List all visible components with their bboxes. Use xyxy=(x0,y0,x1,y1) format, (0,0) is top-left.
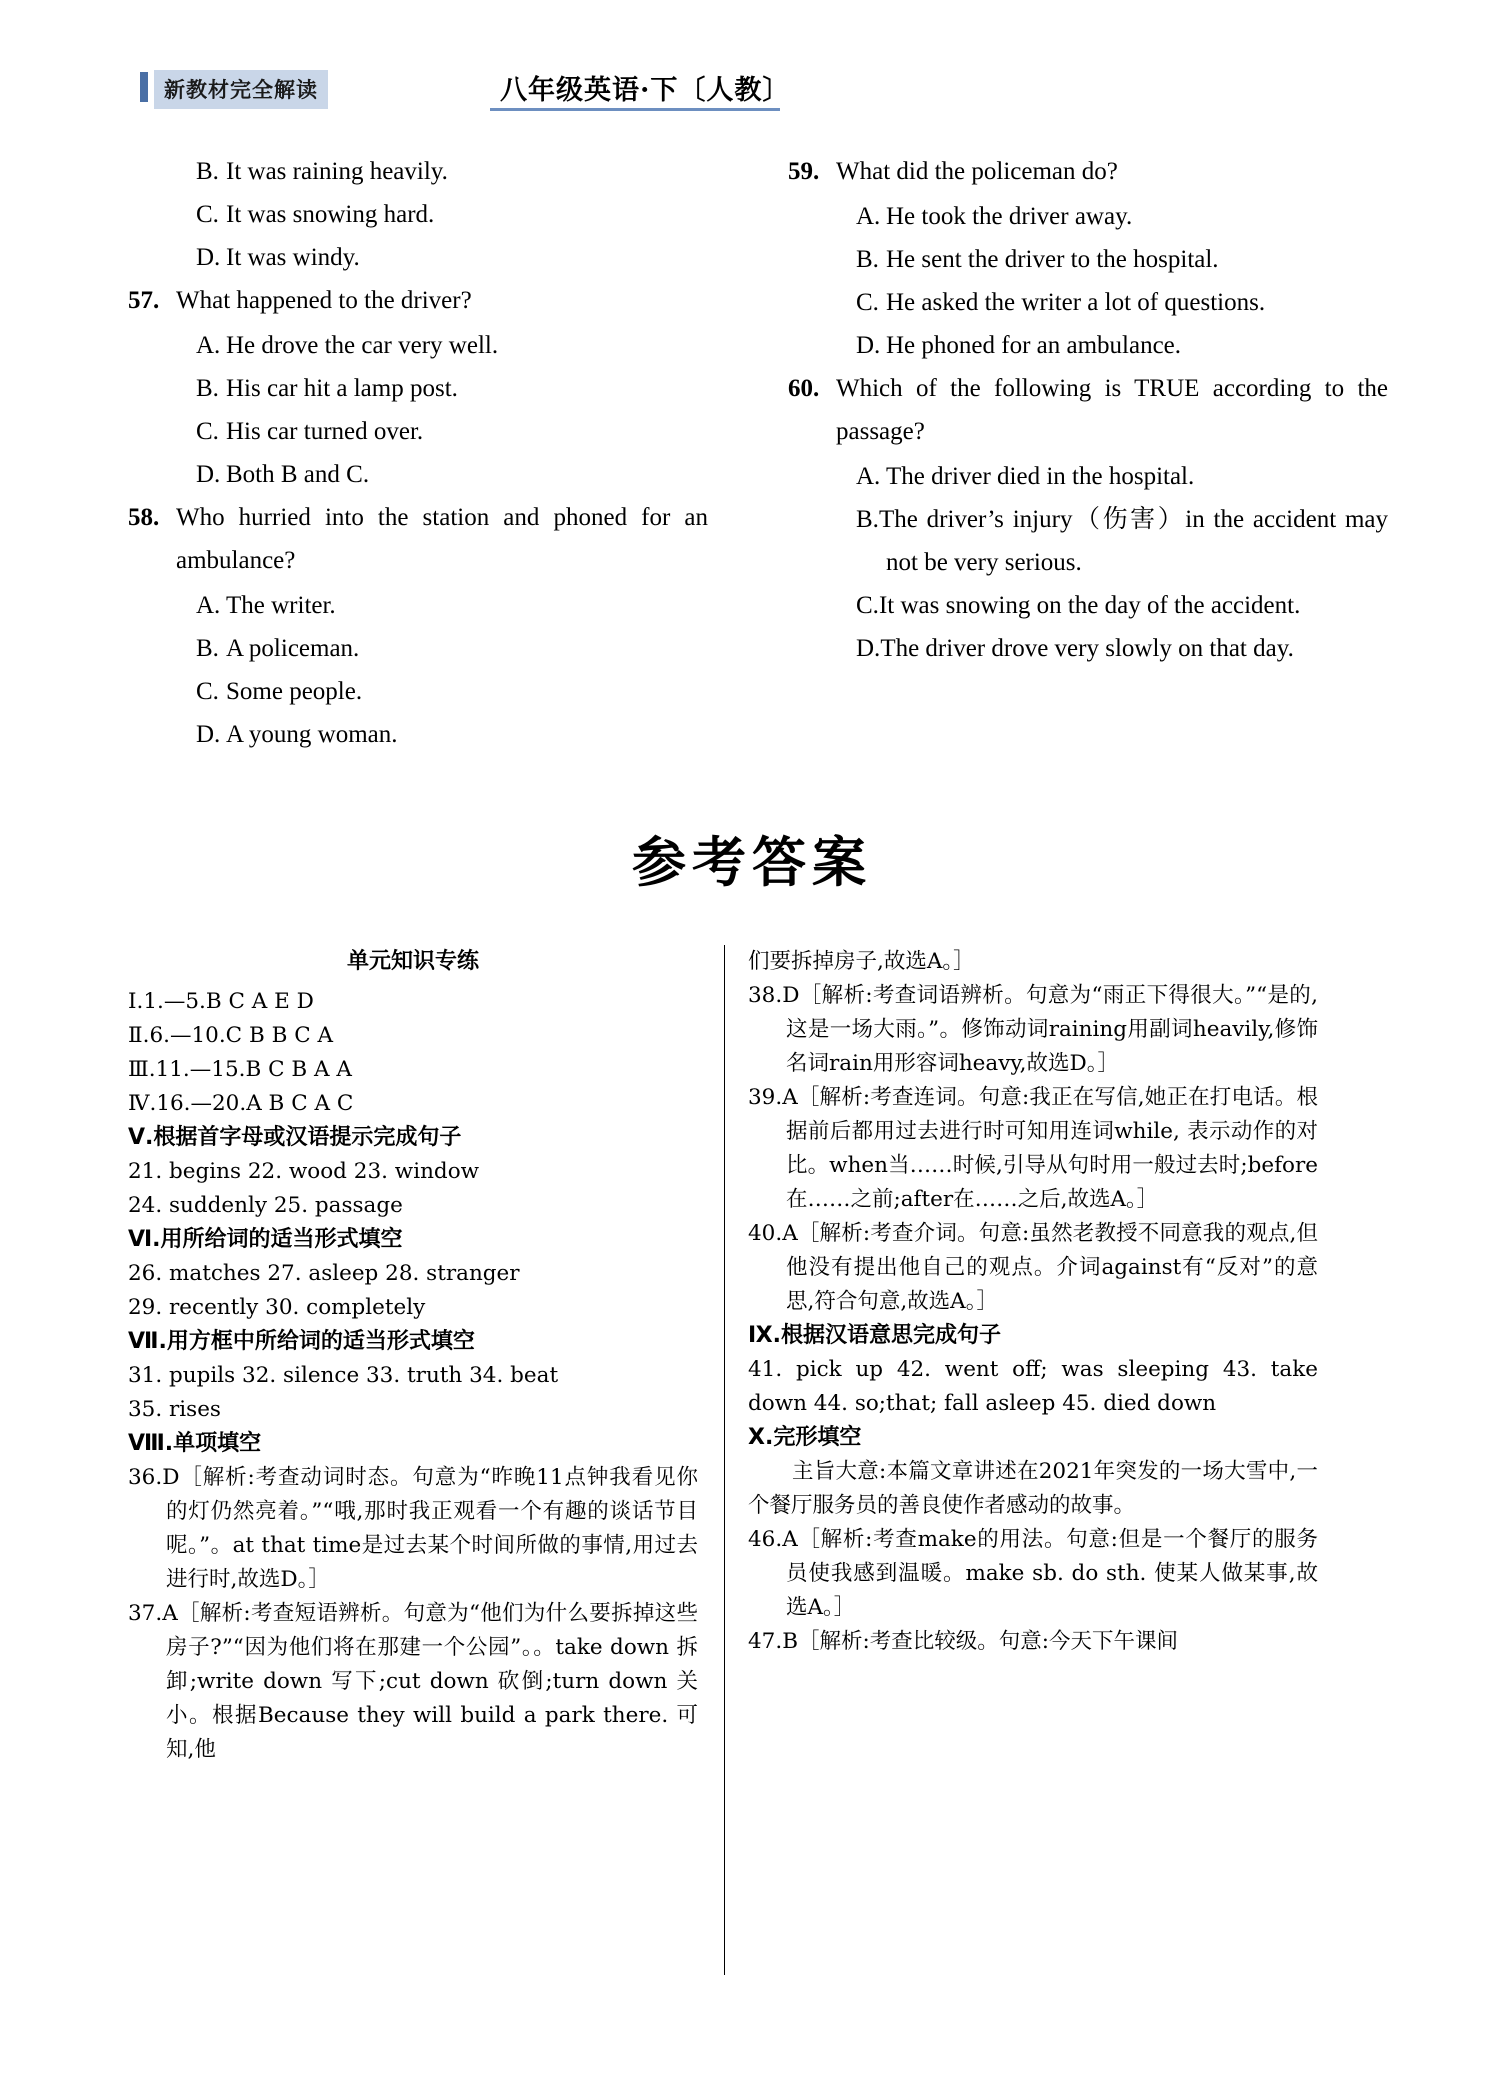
option-text: He sent the driver to the hospital. xyxy=(886,246,1219,273)
answer-explanation: 40.A［解析:考查介词。句意:虽然老教授不同意我的观点,但他没有提出他自己的观点。介词against有“反对”的意思,符合句意,故选A。］ xyxy=(748,1221,1318,1314)
option-label: D. xyxy=(856,635,881,662)
question-number: 58. xyxy=(128,504,160,531)
question-text: Which of the following is TRUE according to the passage? xyxy=(836,375,1388,445)
answers-column-left xyxy=(128,945,698,1767)
answer-explanation: 47.B［解析:考查比较级。句意:今天下午课间 xyxy=(748,1629,1178,1654)
answer-section-head: Ⅴ.根据首字母或汉语提示完成句子 xyxy=(128,1125,462,1150)
option-label: C. xyxy=(196,201,219,228)
answer-option xyxy=(196,453,708,496)
answer-section-head: Ⅸ.根据汉语意思完成句子 xyxy=(748,1323,1002,1348)
answer-option xyxy=(196,324,708,367)
answers-subtitle: 单元知识专练 xyxy=(346,949,479,974)
answer-option xyxy=(196,150,708,193)
question-number: 60. xyxy=(788,375,820,402)
answer-line: 41. pick up 42. went off; was sleeping 43. take down 44. so;that; fall asleep 45. died down xyxy=(748,1357,1318,1416)
answer-line: 24. suddenly 25. passage xyxy=(128,1193,403,1218)
option-label: D. xyxy=(196,244,221,271)
option-label: B. xyxy=(856,506,879,533)
column-divider xyxy=(724,945,725,1975)
answer-option xyxy=(856,627,1388,670)
option-label: A. xyxy=(856,463,881,490)
option-text: His car turned over. xyxy=(226,418,424,445)
answer-option xyxy=(196,410,708,453)
question-item xyxy=(788,367,1388,453)
answer-explanation: 39.A［解析:考查连词。句意:我正在写信,她正在打电话。根据前后都用过去进行时可知用连词while, 表示动作的对比。when当……时候,引导从句时用一般过去时;before在……之前;after在……之后,故选A。］ xyxy=(748,1085,1318,1212)
book-title: 八年级英语·下〔人教〕 xyxy=(500,75,791,106)
answer-line: Ⅲ.11.—15.B C B A A xyxy=(128,1057,352,1082)
option-text: It was snowing hard. xyxy=(226,201,435,228)
answer-line: 26. matches 27. asleep 28. stranger xyxy=(128,1261,520,1286)
answer-line: Ⅳ.16.—20.A B C A C xyxy=(128,1091,354,1116)
option-text: Both B and C. xyxy=(226,461,370,488)
answer-option xyxy=(196,367,708,410)
answer-section-head: Ⅶ.用方框中所给词的适当形式填空 xyxy=(128,1329,475,1354)
option-label: D. xyxy=(196,721,221,748)
answer-line: 31. pupils 32. silence 33. truth 34. beat xyxy=(128,1363,559,1388)
option-text: His car hit a lamp post. xyxy=(226,375,458,402)
answer-section-head: Ⅵ.用所给词的适当形式填空 xyxy=(128,1227,403,1252)
option-text: Some people. xyxy=(226,678,363,705)
option-label: C. xyxy=(856,592,879,619)
header-underline xyxy=(490,108,780,111)
answer-option xyxy=(196,236,708,279)
option-text: It was snowing on the day of the accident. xyxy=(878,592,1301,619)
answer-option xyxy=(856,455,1388,498)
question-text: What happened to the driver? xyxy=(176,287,472,314)
option-text: The driver died in the hospital. xyxy=(886,463,1195,490)
option-label: C. xyxy=(196,418,219,445)
answer-option xyxy=(196,670,708,713)
option-label: C. xyxy=(196,678,219,705)
option-text: The driver drove very slowly on that day. xyxy=(880,635,1294,662)
question-text: Who hurried into the station and phoned for an ambulance? xyxy=(176,504,708,574)
option-label: B. xyxy=(196,635,219,662)
option-text: The driver’s injury（伤害）in the accident may not be very serious. xyxy=(878,506,1388,576)
option-label: B. xyxy=(196,375,219,402)
answer-explanation: 36.D［解析:考查动词时态。句意为“昨晚11点钟我看见你的灯仍然亮着。”“哦,那时我正观看一个有趣的谈话节目呢。”。at that time是过去某个时间所做的事情,用过去进行时,故选D。］ xyxy=(128,1465,698,1592)
answer-option xyxy=(856,498,1388,584)
option-text: He phoned for an ambulance. xyxy=(886,332,1182,359)
option-label: D. xyxy=(856,332,881,359)
option-text: He drove the car very well. xyxy=(226,332,499,359)
option-label: A. xyxy=(196,592,221,619)
answer-option xyxy=(196,193,708,236)
question-item xyxy=(128,279,708,322)
question-item xyxy=(128,496,708,582)
answer-line: Ⅰ.1.—5.B C A E D xyxy=(128,989,314,1014)
answer-option xyxy=(856,324,1388,367)
answer-option xyxy=(856,584,1388,627)
answer-option xyxy=(196,584,708,627)
answer-continuation: 们要拆掉房子,故选A。］ xyxy=(748,949,975,974)
question-number: 57. xyxy=(128,287,160,314)
option-text: It was raining heavily. xyxy=(226,158,448,185)
option-label: A. xyxy=(856,203,881,230)
answer-line: Ⅱ.6.—10.C B B C A xyxy=(128,1023,334,1048)
answer-option xyxy=(196,627,708,670)
answer-explanation: 38.D［解析:考查词语辨析。句意为“雨正下得很大。”“是的,这是一场大雨。”。修饰动词raining用副词heavily,修饰名词rain用形容词heavy,故选D。］ xyxy=(748,983,1318,1076)
answer-section-head: Ⅷ.单项填空 xyxy=(128,1431,262,1456)
option-label: D. xyxy=(196,461,221,488)
answer-explanation: 37.A［解析:考查短语辨析。句意为“他们为什么要拆掉这些房子?”“因为他们将在那建一个公园”。。take down 拆卸;write down 写下;cut down 砍倒;turn down 关小。根据Because they will build a park there. 可知,他 xyxy=(128,1601,698,1762)
option-text: The writer. xyxy=(226,592,336,619)
answer-explanation: 46.A［解析:考查make的用法。句意:但是一个餐厅的服务员使我感到温暖。make sb. do sth. 使某人做某事,故选A。］ xyxy=(748,1527,1318,1620)
question-item xyxy=(788,150,1388,193)
answer-option xyxy=(856,281,1388,324)
answers-column-right xyxy=(748,945,1318,1659)
question-number: 59. xyxy=(788,158,820,185)
questions-column-right xyxy=(788,150,1388,670)
reading-questions-section xyxy=(128,150,1388,790)
answer-option xyxy=(856,195,1388,238)
option-label: C. xyxy=(856,289,879,316)
answer-line: 35. rises xyxy=(128,1397,221,1422)
page-header xyxy=(140,68,1370,108)
header-accent-bar xyxy=(140,72,148,102)
answers-section xyxy=(128,945,1378,2025)
answer-option xyxy=(196,713,708,756)
option-label: B. xyxy=(196,158,219,185)
option-label: A. xyxy=(196,332,221,359)
question-text: What did the policeman do? xyxy=(836,158,1118,185)
option-label: B. xyxy=(856,246,879,273)
questions-column-left xyxy=(128,150,708,756)
option-text: He asked the writer a lot of questions. xyxy=(886,289,1266,316)
option-text: A young woman. xyxy=(226,721,398,748)
option-text: A policeman. xyxy=(226,635,360,662)
answer-section-head: Ⅹ.完形填空 xyxy=(748,1425,862,1450)
answer-line: 29. recently 30. completely xyxy=(128,1295,426,1320)
answer-line: 21. begins 22. wood 23. window xyxy=(128,1159,480,1184)
answer-option xyxy=(856,238,1388,281)
answer-summary: 主旨大意:本篇文章讲述在2021年突发的一场大雪中,一个餐厅服务员的善良使作者感动的故事。 xyxy=(748,1459,1318,1518)
series-tag: 新教材完全解读 xyxy=(154,70,328,109)
option-text: It was windy. xyxy=(226,244,360,271)
option-text: He took the driver away. xyxy=(886,203,1133,230)
answers-section-title: 参考答案 xyxy=(632,831,872,894)
